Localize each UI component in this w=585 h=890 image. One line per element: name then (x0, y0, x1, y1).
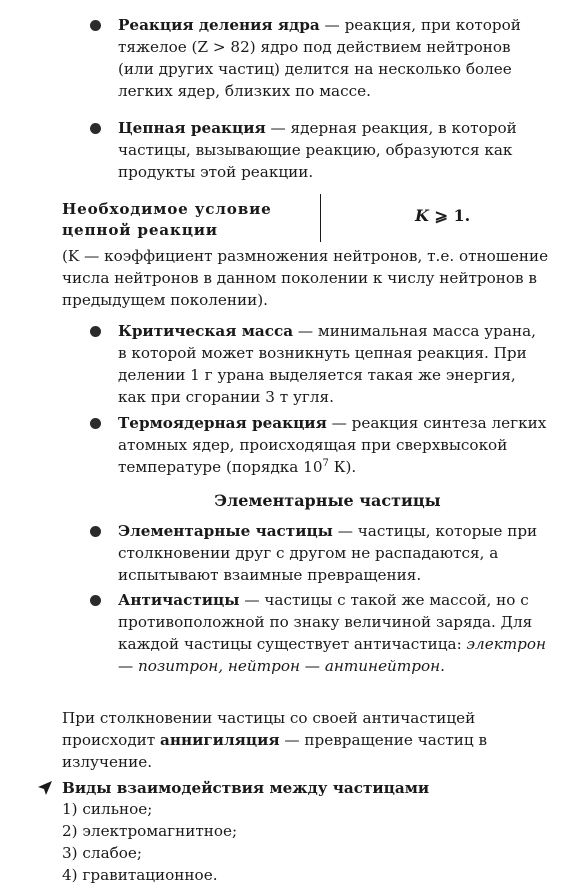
annihilation-paragraph (62, 707, 552, 773)
formula-rest: ⩾ 1. (428, 206, 471, 225)
pointer-arrow-icon (37, 780, 53, 796)
term: Термоядерная реакция (118, 414, 327, 432)
term: Критическая масса (118, 322, 294, 340)
term: аннигиляция (160, 731, 280, 749)
formula-variable: K (415, 206, 429, 225)
particle-pairs: электрон — позитрон, нейтрон — антинейтрон. (118, 635, 547, 675)
bullet-icon (90, 123, 101, 134)
definition-text: — реакция, при которой тяжелое (Z > 82) ядро под действием нейтронов (или других частиц) делится на несколько более легких ядер, близких по массе. (118, 16, 521, 100)
definition-text: — ядерная реакция, в которой частицы, вызывающие реакцию, образуются как продукты этой реакции. (118, 119, 517, 181)
definition-text: — реакция синтеза легких атомных ядер, происходящая при сверхвысокой температуре (порядка 10 (118, 414, 547, 476)
term: Цепная реакция (118, 119, 266, 137)
list-item: 1) сильное; (62, 800, 153, 818)
elementary-particles-definition (118, 520, 548, 586)
definition-text: — минимальная масса урана, в которой может возникнуть цепная реакция. При делении 1 г урана выделяется такая же энергия, как при сгорании 3 т угля. (118, 322, 536, 406)
annihilation-text-end: — превращение частиц в излучение. (62, 731, 488, 771)
exponent: 7 (322, 457, 329, 469)
term: Античастицы (118, 591, 240, 609)
condition-formula (415, 205, 470, 227)
definition-text: — частицы, которые при столкновении друг с другом не распадаются, а испытывают взаимные превращения. (118, 522, 538, 584)
condition-label: Необходимое условие цепной реакции (62, 200, 272, 239)
term: Реакция деления ядра (118, 16, 320, 34)
interactions-heading: Виды взаимодействия между частицами (62, 779, 430, 797)
bullet-icon (90, 526, 101, 537)
bullet-icon (90, 595, 101, 606)
list-item: 2) электромагнитное; (62, 822, 238, 840)
list-item: 3) слабое; (62, 844, 143, 862)
chain-reaction-definition (118, 117, 548, 183)
bullet-icon (90, 326, 101, 337)
condition-note: (K — коэффициент размножения нейтронов, т.е. отношение числа нейтронов в данном поколении к числу нейтронов в предыдущем поколении). (62, 247, 549, 309)
condition-divider (320, 194, 321, 242)
term: Элементарные частицы (118, 522, 333, 540)
annihilation-text: При столкновении частицы со своей античастицей происходит (62, 709, 476, 749)
bullet-icon (90, 20, 101, 31)
bullet-icon (90, 418, 101, 429)
fission-definition (118, 14, 548, 102)
section-title: Элементарные частицы (214, 491, 441, 510)
antiparticles-definition (118, 589, 548, 677)
critical-mass-definition (118, 320, 548, 408)
thermonuclear-definition (118, 412, 548, 478)
definition-text-end: К). (328, 458, 357, 476)
definition-text: — частицы с такой же массой, но с противоположной по знаку величиной заряда. Для каждой частицы существует античастица: (118, 591, 533, 653)
list-item: 4) гравитационное. (62, 866, 218, 884)
